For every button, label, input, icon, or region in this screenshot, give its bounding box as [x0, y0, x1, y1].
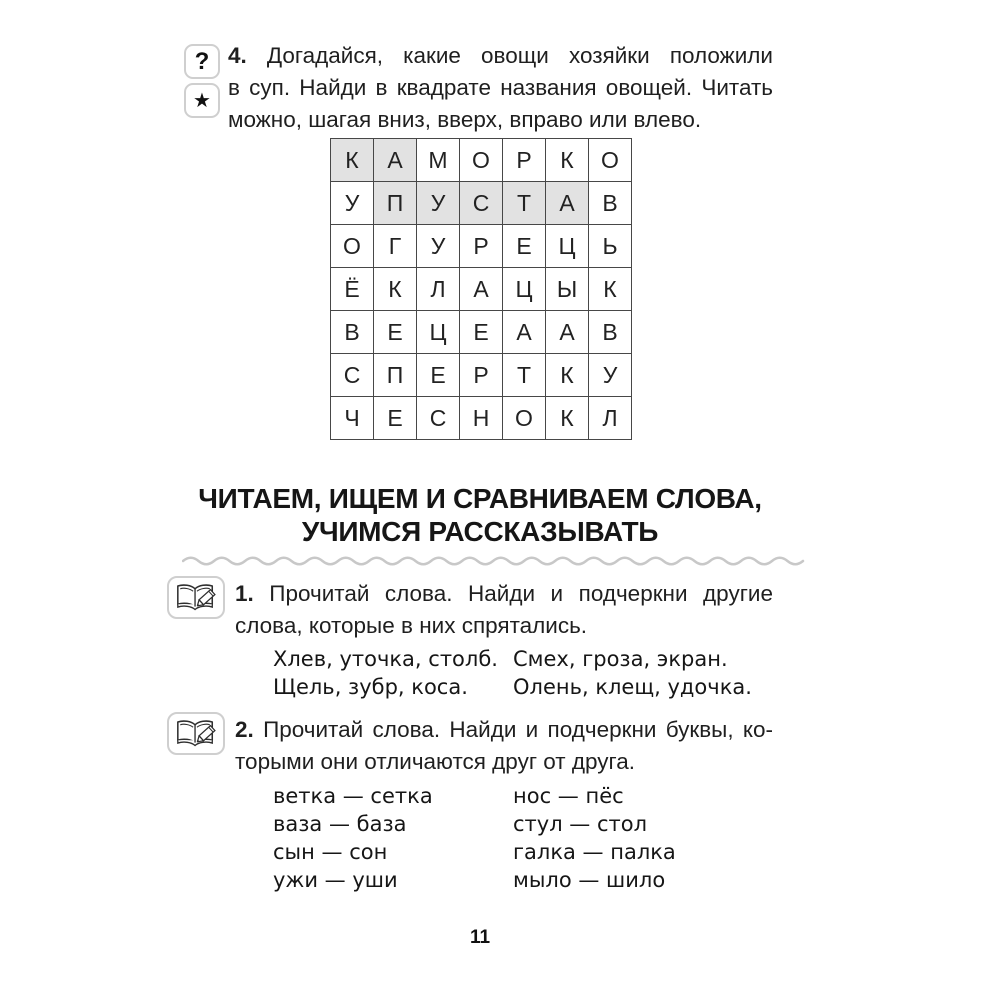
word-line: ужи — уши: [273, 868, 398, 892]
exercise-4-line: можно, шагая вниз, вверх, вправо или влево.: [228, 107, 702, 132]
grid-cell: А: [546, 311, 589, 354]
exercise-2-instructions: [235, 714, 773, 778]
section-heading-line: ЧИТАЕМ, ИЩЕМ И СРАВНИВАЕМ СЛОВА,: [198, 483, 762, 514]
exercise-1-line: [235, 578, 773, 610]
wavy-divider: [182, 553, 812, 569]
book-pencil-glyph: [174, 582, 218, 613]
word-line: Щель, зубр, коса.: [273, 675, 468, 699]
book-pencil-icon: [167, 712, 225, 755]
word-line: сын — сон: [273, 840, 388, 864]
letter-grid: [330, 138, 632, 440]
grid-cell: Ё: [331, 268, 374, 311]
word-line: стул — стол: [513, 812, 648, 836]
book-pencil-glyph: [174, 718, 218, 749]
grid-cell: Е: [374, 397, 417, 440]
word-column: [273, 782, 513, 894]
exercise-4-line: в суп. Найди в квадрате названия овощей. Читать: [228, 75, 773, 100]
star-icon: [184, 83, 220, 118]
grid-cell: С: [460, 182, 503, 225]
exercise-2-line: [235, 714, 773, 746]
grid-cell: Ь: [589, 225, 632, 268]
grid-cell: О: [503, 397, 546, 440]
grid-cell: А: [460, 268, 503, 311]
grid-cell: Е: [374, 311, 417, 354]
exercise-1-instructions: [235, 578, 773, 642]
grid-cell: А: [503, 311, 546, 354]
grid-cell: К: [546, 397, 589, 440]
grid-cell: Т: [503, 182, 546, 225]
grid-cell: Р: [460, 225, 503, 268]
exercise-2-word-pairs: [273, 782, 676, 894]
grid-cell: Р: [460, 354, 503, 397]
grid-cell: К: [546, 354, 589, 397]
grid-cell: Л: [589, 397, 632, 440]
grid-cell: О: [460, 139, 503, 182]
word-line: ваза — база: [273, 812, 407, 836]
grid-cell: С: [417, 397, 460, 440]
exercise-2-text: Прочитай слова. Найди и подчеркни буквы, ко-: [263, 717, 773, 742]
grid-cell: Е: [417, 354, 460, 397]
grid-cell: Н: [460, 397, 503, 440]
word-line: ветка — сетка: [273, 784, 433, 808]
grid-cell: В: [331, 311, 374, 354]
exercise-4-instructions: [228, 40, 773, 136]
exercise-1-number: 1.: [235, 581, 254, 606]
exercise-1-text: Прочитай слова. Найди и подчеркни другие: [269, 581, 773, 606]
grid-cell: Ы: [546, 268, 589, 311]
grid-cell: П: [374, 354, 417, 397]
grid-cell: О: [331, 225, 374, 268]
grid-cell: А: [546, 182, 589, 225]
exercise-4-line: [228, 40, 773, 72]
grid-cell: Е: [503, 225, 546, 268]
exercise-4-text: Догадайся, какие овощи хозяйки положили: [266, 43, 773, 68]
grid-cell: Ц: [546, 225, 589, 268]
exercise-2-number: 2.: [235, 717, 254, 742]
section-heading-line: УЧИМСЯ РАССКАЗЫВАТЬ: [301, 516, 659, 547]
grid-cell: У: [417, 182, 460, 225]
grid-cell: Ч: [331, 397, 374, 440]
question-icon: [184, 44, 220, 79]
word-line: мыло — шило: [513, 868, 666, 892]
grid-cell: У: [331, 182, 374, 225]
page-number: 11: [469, 927, 491, 948]
word-line: нос — пёс: [513, 784, 624, 808]
star-glyph: ★: [193, 90, 211, 112]
exercise-2-line: торыми они отличаются друг от друга.: [235, 749, 635, 774]
word-column: [513, 645, 752, 701]
grid-cell: У: [589, 354, 632, 397]
exercise-1-line: слова, которые в них спрятались.: [235, 613, 588, 638]
grid-cell: В: [589, 182, 632, 225]
word-column: [273, 645, 513, 701]
word-column: [513, 782, 676, 894]
grid-cell: К: [589, 268, 632, 311]
grid-cell: Р: [503, 139, 546, 182]
grid-cell: О: [589, 139, 632, 182]
word-line: Смех, гроза, экран.: [513, 647, 728, 671]
grid-cell: К: [546, 139, 589, 182]
exercise-4-number: 4.: [228, 43, 247, 68]
grid-cell: Г: [374, 225, 417, 268]
grid-cell: К: [374, 268, 417, 311]
grid-cell: Е: [460, 311, 503, 354]
question-glyph: ?: [194, 47, 210, 75]
word-line: Хлев, уточка, столб.: [273, 647, 498, 671]
grid-cell: С: [331, 354, 374, 397]
grid-cell: Л: [417, 268, 460, 311]
grid-cell: Ц: [417, 311, 460, 354]
grid-cell: У: [417, 225, 460, 268]
grid-cell: В: [589, 311, 632, 354]
grid-cell: П: [374, 182, 417, 225]
grid-cell: М: [417, 139, 460, 182]
word-line: Олень, клещ, удочка.: [513, 675, 752, 699]
grid-cell: Т: [503, 354, 546, 397]
exercise-1-word-list: [273, 645, 752, 701]
word-line: галка — палка: [513, 840, 676, 864]
section-heading: [185, 482, 775, 548]
grid-cell: К: [331, 139, 374, 182]
book-pencil-icon: [167, 576, 225, 619]
grid-cell: А: [374, 139, 417, 182]
grid-cell: Ц: [503, 268, 546, 311]
